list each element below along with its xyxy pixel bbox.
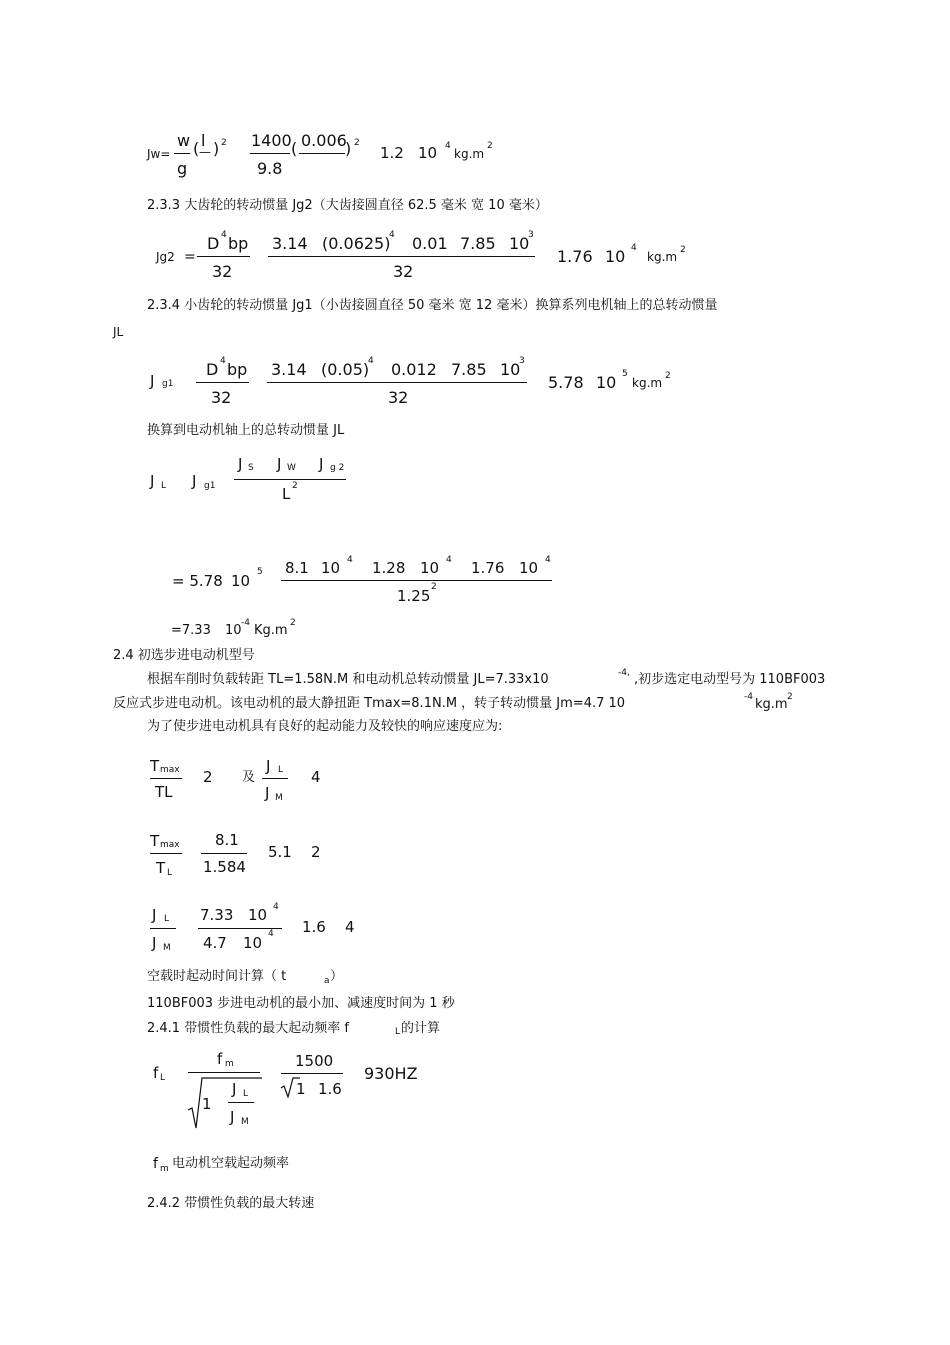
jg1-n4: 7.85 bbox=[451, 360, 487, 379]
fraction-bar bbox=[188, 1072, 260, 1073]
jw-r2: 10 bbox=[418, 144, 438, 162]
fraction-bar bbox=[281, 580, 552, 581]
ineq2-r2: 2 bbox=[311, 843, 321, 861]
ineq3-d2: 10 bbox=[243, 934, 263, 952]
fl-fm: f bbox=[217, 1050, 223, 1068]
fl-res: 930HZ bbox=[364, 1064, 418, 1083]
jw-r1: 1.2 bbox=[380, 144, 404, 162]
fl-jl: J bbox=[232, 1080, 237, 1098]
fraction-bar bbox=[174, 153, 190, 154]
jl2-n2exp: 4 bbox=[347, 555, 353, 565]
jl-den: L bbox=[282, 485, 291, 503]
fl-jms: M bbox=[241, 1117, 249, 1127]
fl-jls: L bbox=[243, 1089, 249, 1099]
jl-n2: J bbox=[277, 455, 282, 473]
jl-l2: J bbox=[192, 472, 197, 490]
ineq1-jns: L bbox=[278, 765, 284, 775]
jl-l1: J bbox=[150, 472, 155, 490]
ineq1-jd: J bbox=[265, 784, 270, 802]
ineq1-v2: 4 bbox=[311, 768, 321, 786]
jg1-num1b: bp bbox=[227, 360, 248, 379]
jl2-n6: 10 bbox=[519, 559, 539, 577]
ineq1-tn: T bbox=[150, 757, 160, 775]
jg2-den1: 32 bbox=[212, 262, 233, 281]
para-2-4-a-exp: -4, bbox=[618, 668, 630, 678]
jg1-r2: 10 bbox=[596, 373, 617, 392]
para-2-4-a-tail: ,初步选定电动型号为 110BF003 bbox=[634, 672, 826, 687]
convert-line: 换算到电动机轴上的总转动惯量 JL bbox=[147, 423, 345, 438]
fraction-bar bbox=[150, 853, 182, 854]
jl2-bexp: 5 bbox=[257, 567, 263, 577]
section-2-3-4: 2.3.4 小齿轮的转动惯量 Jg1（小齿接圆直径 50 毫米 宽 12 毫米）换算系列电机轴上的总转动惯量 bbox=[147, 298, 718, 313]
para-2-4-c: 为了使步进电动机具有良好的起动能力及较快的响应速度应为: bbox=[147, 719, 503, 734]
ineq3-jn: J bbox=[152, 906, 157, 924]
jg2-num1b: bp bbox=[228, 234, 249, 253]
jl2-n3: 1.28 bbox=[372, 559, 406, 577]
jg1-uexp: 2 bbox=[665, 371, 671, 381]
section-2-3-3: 2.3.3 大齿轮的转动惯量 Jg2（大齿接圆直径 62.5 毫米 宽 10 毫米） bbox=[147, 198, 548, 213]
fl-d2: 1.6 bbox=[318, 1080, 342, 1098]
jl2-n2: 10 bbox=[321, 559, 341, 577]
jw-exp: 2 bbox=[221, 138, 227, 148]
jw-num1: 1400 bbox=[251, 131, 292, 150]
jw-rexp: 4 bbox=[445, 141, 451, 151]
jg1-n3: 0.012 bbox=[391, 360, 437, 379]
jl2-n4: 10 bbox=[420, 559, 440, 577]
section-2-4-1-end: 的计算 bbox=[401, 1021, 441, 1036]
fl-one: 1 bbox=[202, 1095, 212, 1113]
fraction-bar bbox=[150, 928, 176, 929]
section-2-3-4-jl: JL bbox=[113, 325, 124, 339]
jg1-n1: 3.14 bbox=[271, 360, 307, 379]
ineq2-tns: max bbox=[160, 840, 180, 850]
jw-uexp: 2 bbox=[487, 141, 493, 151]
jg1-den1: 32 bbox=[211, 388, 232, 407]
fm-def: 电动机空载起动频率 bbox=[172, 1156, 290, 1171]
ineq2-r1: 5.1 bbox=[268, 843, 292, 861]
fl-fms: m bbox=[225, 1059, 234, 1069]
jw-g: g bbox=[177, 159, 188, 178]
jg2-eq: = bbox=[184, 249, 196, 265]
jg1-num1exp: 4 bbox=[220, 356, 226, 366]
jl2-b: 10 bbox=[231, 572, 251, 590]
jg1-den2: 32 bbox=[388, 388, 409, 407]
ineq1-tns: max bbox=[160, 765, 180, 775]
jg2-r2: 10 bbox=[605, 247, 626, 266]
jg2-uexp: 2 bbox=[680, 245, 686, 255]
jg1-r1: 5.78 bbox=[548, 373, 584, 392]
jw-lp2: ( bbox=[291, 139, 298, 158]
jw-rp2: ) bbox=[345, 139, 352, 158]
fraction-bar bbox=[250, 153, 290, 154]
ineq1-jn: J bbox=[266, 757, 271, 775]
jl3-unit: Kg.m bbox=[254, 623, 288, 638]
jg2-r1: 1.76 bbox=[557, 247, 593, 266]
fl-n: 1500 bbox=[295, 1052, 334, 1070]
fraction-bar bbox=[262, 778, 288, 779]
jl3-bexp: -4 bbox=[241, 618, 250, 628]
jl2-den: 1.25 bbox=[397, 587, 431, 605]
ineq3-r2: 4 bbox=[345, 918, 355, 936]
para-2-4-b-uexp: 2 bbox=[787, 692, 793, 702]
jg2-n2exp: 4 bbox=[389, 230, 395, 240]
fl-l: f bbox=[153, 1064, 159, 1082]
ineq3-jd: J bbox=[152, 934, 157, 952]
ineq3-jds: M bbox=[163, 943, 171, 953]
jl-l2s: g1 bbox=[204, 481, 216, 491]
jw-den1: 9.8 bbox=[257, 159, 283, 178]
jw-rp: ) bbox=[213, 139, 220, 158]
ineq2-n: 8.1 bbox=[215, 831, 239, 849]
jl3-uexp: 2 bbox=[290, 618, 296, 628]
para-2-4-b-exp: -4 bbox=[744, 692, 753, 702]
jw-unit: kg.m bbox=[454, 147, 485, 161]
jg2-n4: 7.85 bbox=[460, 234, 496, 253]
ineq1-and: 及 bbox=[242, 770, 256, 785]
fraction-bar bbox=[268, 256, 535, 257]
noload-line: 空载时起动时间计算（ t bbox=[147, 969, 287, 984]
ineq3-jns: L bbox=[164, 914, 170, 924]
jl2-denexp: 2 bbox=[431, 582, 437, 592]
jw-dash: — bbox=[199, 145, 211, 159]
fm-sub: m bbox=[160, 1164, 169, 1174]
fraction-bar bbox=[197, 256, 250, 257]
jw-num2: 0.006 bbox=[301, 131, 347, 150]
fl-jm: J bbox=[230, 1108, 235, 1126]
ineq3-n2exp: 4 bbox=[273, 902, 279, 912]
accel-line: 110BF003 步进电动机的最小加、减速度时间为 1 秒 bbox=[147, 996, 455, 1011]
jg2-n5exp: 3 bbox=[528, 230, 534, 240]
jg1-n5: 10 bbox=[500, 360, 521, 379]
jl2-n4exp: 4 bbox=[446, 555, 452, 565]
fraction-bar bbox=[201, 853, 247, 854]
ineq1-v1: 2 bbox=[203, 768, 213, 786]
jl-l1s: L bbox=[161, 481, 167, 491]
jw-lp: ( bbox=[193, 139, 200, 158]
para-2-4-b-unit: kg.m bbox=[755, 697, 788, 712]
fl-ls: L bbox=[160, 1073, 166, 1083]
jg1-n2: (0.05) bbox=[321, 360, 370, 379]
jw-l: l bbox=[201, 131, 206, 150]
jl-denexp: 2 bbox=[292, 481, 298, 491]
jw-exp2: 2 bbox=[354, 138, 360, 148]
section-2-4-1: 2.4.1 带惯性负载的最大起动频率 f bbox=[147, 1021, 349, 1036]
jl-n1s: S bbox=[248, 463, 254, 473]
jl2-n5: 1.76 bbox=[471, 559, 505, 577]
jg1-lsub: g1 bbox=[162, 379, 174, 389]
jg1-lhs: J bbox=[150, 372, 155, 390]
section-2-4: 2.4 初选步进电动机型号 bbox=[113, 648, 255, 663]
ineq3-n1: 7.33 bbox=[200, 906, 234, 924]
jl2-n1: 8.1 bbox=[285, 559, 309, 577]
fl-d1: 1 bbox=[296, 1080, 306, 1098]
ineq1-td: TL bbox=[155, 783, 173, 801]
jw-w: w bbox=[177, 131, 191, 150]
jl2-a: = 5.78 bbox=[172, 572, 223, 590]
fraction-bar bbox=[228, 1102, 254, 1103]
noload-end: ） bbox=[330, 969, 344, 984]
noload-sub: a bbox=[324, 976, 330, 986]
section-2-4-1-sub: L bbox=[395, 1027, 401, 1037]
jg2-den2: 32 bbox=[393, 262, 414, 281]
fraction-bar bbox=[150, 778, 182, 779]
jl-n2s: W bbox=[287, 463, 296, 473]
jg1-n2exp: 4 bbox=[368, 356, 374, 366]
ineq3-d2exp: 4 bbox=[268, 929, 274, 939]
jg1-n5exp: 3 bbox=[519, 356, 525, 366]
ineq3-d1: 4.7 bbox=[203, 934, 227, 952]
jl-n1: J bbox=[238, 455, 243, 473]
jg2-num1: D bbox=[207, 234, 220, 253]
para-2-4-a: 根据车削时负载转距 TL=1.58N.M 和电动机总转动惯量 JL=7.33x10 bbox=[147, 672, 549, 687]
ineq3-r1: 1.6 bbox=[302, 918, 326, 936]
ineq2-tn: T bbox=[150, 832, 160, 850]
fraction-bar bbox=[234, 479, 346, 480]
fraction-bar bbox=[267, 382, 527, 383]
jg2-n2: (0.0625) bbox=[322, 234, 391, 253]
fraction-bar bbox=[281, 1073, 343, 1074]
jg2-rexp: 4 bbox=[631, 243, 637, 253]
para-2-4-b: 反应式步进电动机。该电动机的最大静扭距 Tmax=8.1N.M ，转子转动惯量 Jm=4.7 10 bbox=[113, 696, 626, 711]
ineq2-d: 1.584 bbox=[203, 858, 246, 876]
jg1-rexp: 5 bbox=[622, 369, 628, 379]
ineq2-tds: L bbox=[167, 868, 173, 878]
ineq2-td: T bbox=[156, 859, 166, 877]
fraction-bar bbox=[196, 382, 249, 383]
jl3-b: 10 bbox=[225, 623, 242, 638]
jg1-unit: kg.m bbox=[632, 376, 663, 390]
jg2-n1: 3.14 bbox=[272, 234, 308, 253]
section-2-4-2: 2.4.2 带惯性负载的最大转速 bbox=[147, 1196, 315, 1211]
ineq3-n2: 10 bbox=[248, 906, 268, 924]
jl-n3: J bbox=[319, 455, 324, 473]
jg2-n3: 0.01 bbox=[412, 234, 448, 253]
jg1-num1: D bbox=[206, 360, 219, 379]
jg2-unit: kg.m bbox=[647, 250, 678, 264]
jl2-n6exp: 4 bbox=[545, 555, 551, 565]
jg2-lhs: Jg2 bbox=[156, 250, 175, 264]
jl-n3s: g 2 bbox=[330, 463, 345, 473]
ineq1-jds: M bbox=[275, 793, 283, 803]
jg2-num1exp: 4 bbox=[221, 230, 227, 240]
jw-lhs: Jw= bbox=[147, 147, 171, 161]
fm-sym: f bbox=[153, 1156, 158, 1172]
jl3-a: =7.33 bbox=[171, 623, 211, 638]
jg2-n5: 10 bbox=[509, 234, 530, 253]
fraction-bar bbox=[299, 153, 345, 154]
